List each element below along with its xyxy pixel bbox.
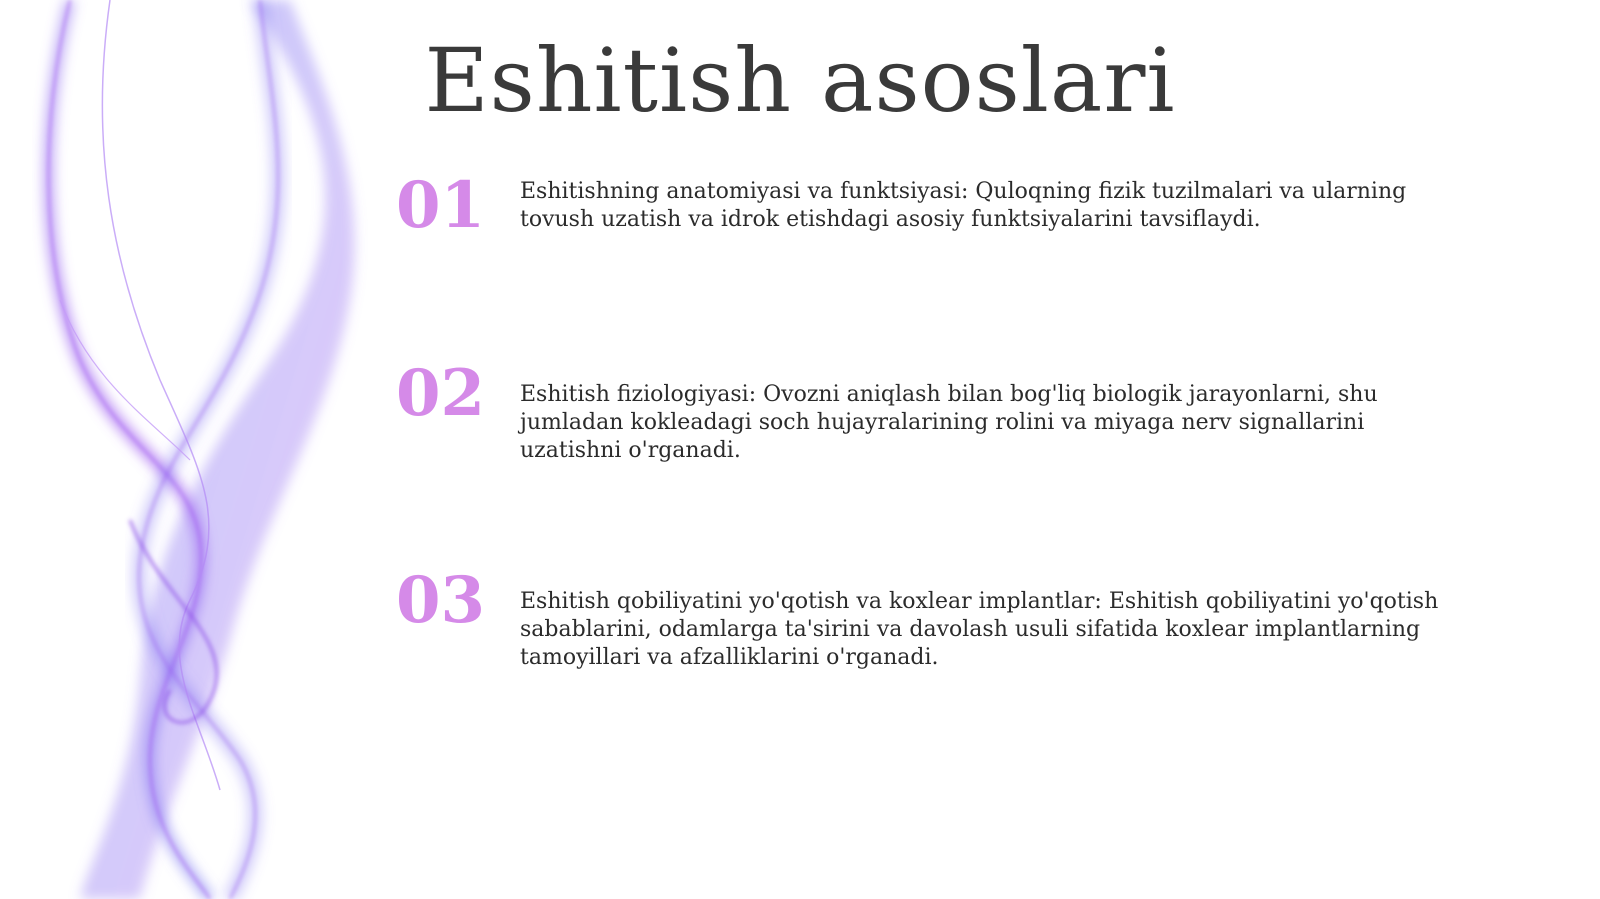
item-number-1: 01 <box>396 168 486 243</box>
item-text-1: Eshitishning anatomiyasi va funktsiyasi: Quloqning fizik tuzilmalari va ularning tovush uzatish va idrok etishdagi asosiy funktsiyalarini tavsiflaydi. <box>520 179 1407 232</box>
purple-smoke-decoration <box>0 0 400 899</box>
item-number-3: 03 <box>396 563 486 638</box>
item-number-2: 02 <box>396 356 486 431</box>
item-text-3: Eshitish qobiliyatini yo'qotish va koxlear implantlar: Eshitish qobiliyatini yo'qotish sabablarini, odamlarga ta'sirini va davolash usuli sifatida koxlear implantlarning tamoyillari va afzalliklarini o'rganadi. <box>520 589 1439 670</box>
item-text-2: Eshitish fiziologiyasi: Ovozni aniqlash bilan bog'liq biologik jarayonlarni, shu jumladan kokleadagi soch hujayralarining rolini va miyaga nerv signallarini uzatishni o'rganadi. <box>520 382 1378 463</box>
slide-title: Eshitish asoslari <box>424 29 1176 132</box>
